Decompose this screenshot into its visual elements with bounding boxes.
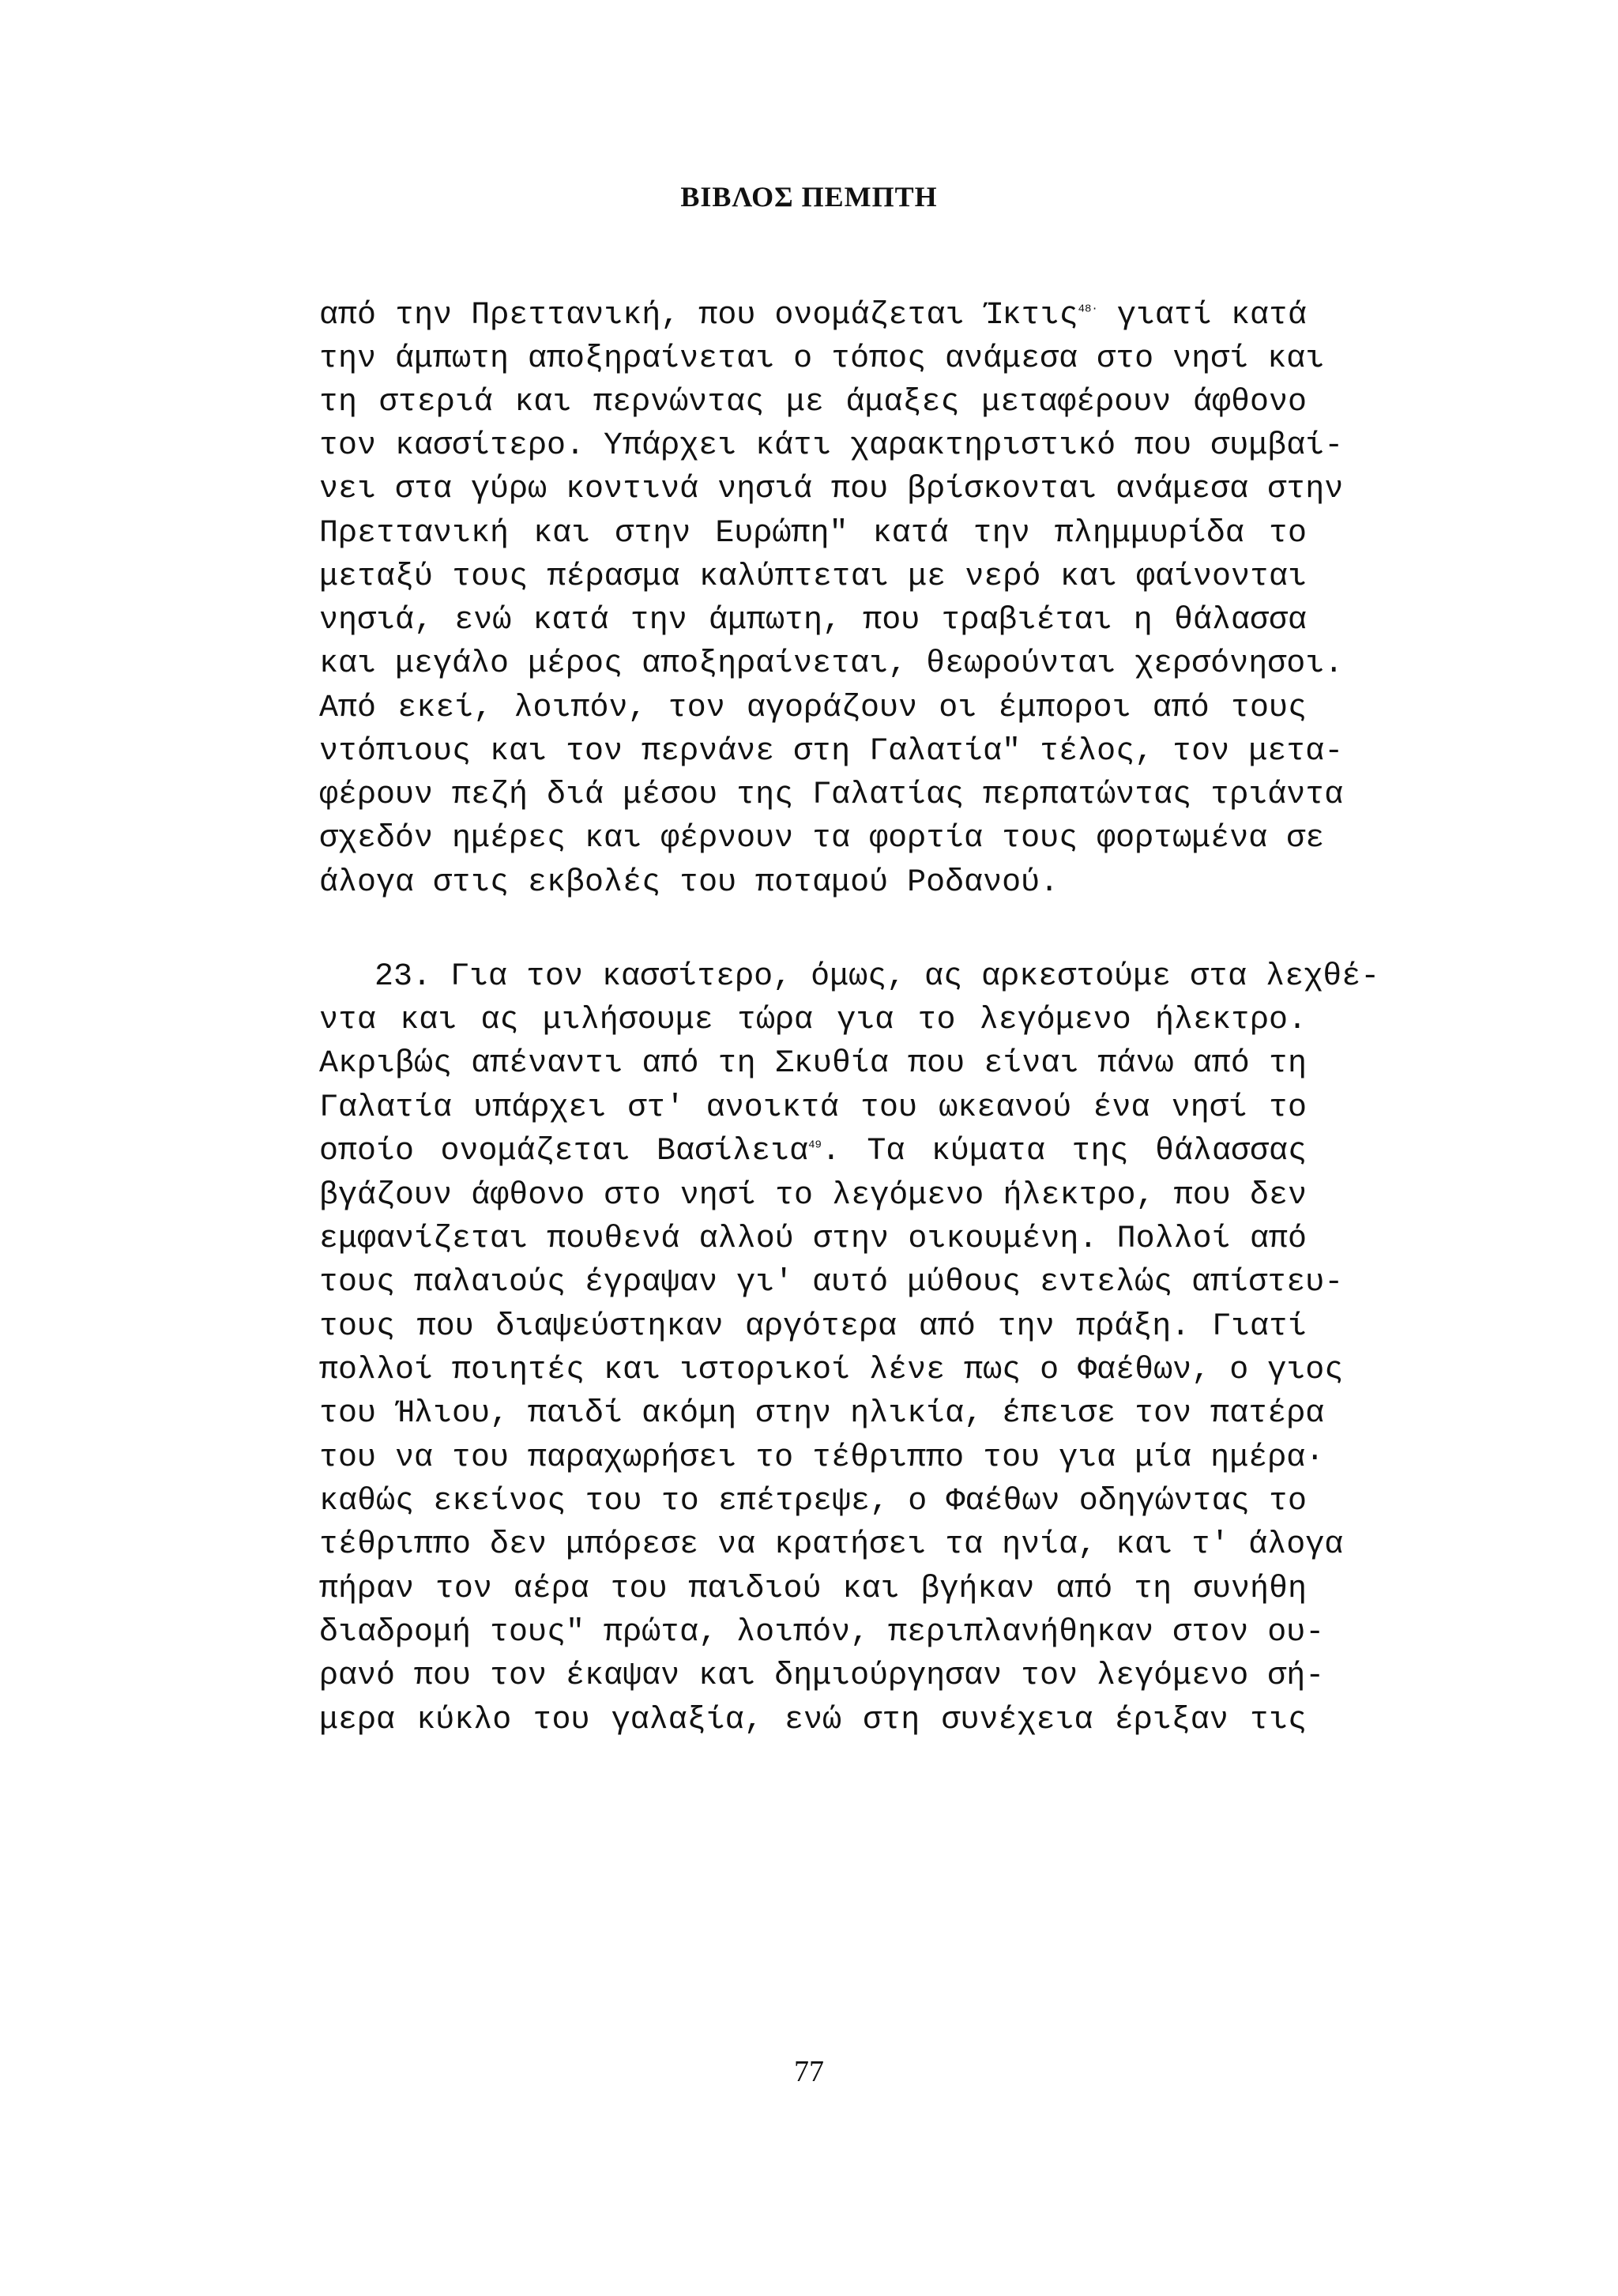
text-line: εμφανίζεται πουθενά αλλού στην οικουμένη. Πολλοί από [319,1221,1307,1257]
text-line: 23. Για τον κασσίτερο, όμως, ας αρκεστούμε στα λεχθέ- [374,959,1380,995]
text-line: ντόπιους και τον περνάνε στη Γαλατία" τέλος, τον μετα- [319,734,1344,770]
text-line: Πρεττανική και στην Ευρώπη" κατά την πλημμυρίδα το [319,516,1307,551]
page-number: 77 [794,2055,824,2088]
text-line: τους παλαιούς έγραψαν γι' αυτό μύθους εντελώς απίστευ- [319,1265,1344,1300]
text-line: Ακριβώς απέναντι από τη Σκυθία που είναι πάνω από τη [319,1046,1307,1082]
text-line: τέθριππο δεν μπόρεσε να κρατήσει τα ηνία, και τ' άλογα [319,1527,1344,1563]
text-line: του να του παραχωρήσει το τέθριππο του για μία ημέρα· [319,1440,1325,1476]
text-line: του Ήλιου, παιδί ακόμη στην ηλικία, έπεισε τον πατέρα [319,1396,1325,1432]
running-header: ΒΙΒΛΟΣ ΠΕΜΠΤΗ [680,181,938,213]
text-line: βγάζουν άφθονο στο νησί το λεγόμενο ήλεκτρο, που δεν [319,1178,1307,1214]
text-line: Γαλατία υπάρχει στ' ανοικτά του ωκεανού ένα νησί το [319,1090,1307,1126]
text-line: μερα κύκλο του γαλαξία, ενώ στη συνέχεια έριξαν τις [319,1703,1307,1738]
text-line: νησιά, ενώ κατά την άμπωτη, που τραβιέται η θάλασσα [319,603,1307,638]
text-line: Από εκεί, λοιπόν, τον αγοράζουν οι έμποροι από τους [319,691,1307,726]
text-line: πολλοί ποιητές και ιστορικοί λένε πως ο Φαέθων, ο γιος [319,1353,1344,1388]
text-line: μεταξύ τους πέρασμα καλύπτεται με νερό και φαίνονται [319,559,1307,595]
text-line: τον κασσίτερο. Υπάρχει κάτι χαρακτηριστικό που συμβαί- [319,428,1344,464]
text-line: διαδρομή τους" πρώτα, λοιπόν, περιπλανήθηκαν στον ου- [319,1615,1325,1650]
text-line: νει στα γύρω κοντινά νησιά που βρίσκονται ανάμεσα στην [319,472,1344,507]
text-line [319,1128,1307,1176]
text-line [319,292,1307,340]
text-line: ντα και ας μιλήσουμε τώρα για το λεγόμενο ήλεκτρο. [319,1003,1307,1038]
text-line: φέρουν πεζή διά μέσου της Γαλατίας περπατώντας τριάντα [319,777,1344,813]
text-line: άλογα στις εκβολές του ποταμού Ροδανού. [319,865,1059,901]
text-segment: . Τα κύματα της θάλασσας [821,1134,1307,1169]
text-line: τη στεριά και περνώντας με άμαξες μεταφέρουν άφθονο [319,385,1307,420]
text-segment: γιατί κατά [1097,298,1308,333]
footnote-marker: 48· [1078,303,1098,316]
text-line: πήραν τον αέρα του παιδιού και βγήκαν από τη συνήθη [319,1571,1307,1607]
footnote-marker: 49 [808,1139,822,1152]
text-segment: από την Πρεττανική, που ονομάζεται Ίκτις [319,298,1078,333]
text-line: τους που διαψεύστηκαν αργότερα από την πράξη. Γιατί [319,1309,1307,1345]
text-line: και μεγάλο μέρος αποξηραίνεται, θεωρούνται χερσόνησοι. [319,646,1344,682]
text-line: καθώς εκείνος του το επέτρεψε, ο Φαέθων οδηγώντας το [319,1484,1307,1519]
text-line: την άμπωτη αποξηραίνεται ο τόπος ανάμεσα στο νησί και [319,341,1325,377]
text-line: ρανό που τον έκαψαν και δημιούργησαν τον λεγόμενο σή- [319,1658,1325,1694]
text-segment: οποίο ονομάζεται Βασίλεια [319,1134,809,1169]
text-line: σχεδόν ημέρες και φέρνουν τα φορτία τους φορτωμένα σε [319,821,1325,856]
